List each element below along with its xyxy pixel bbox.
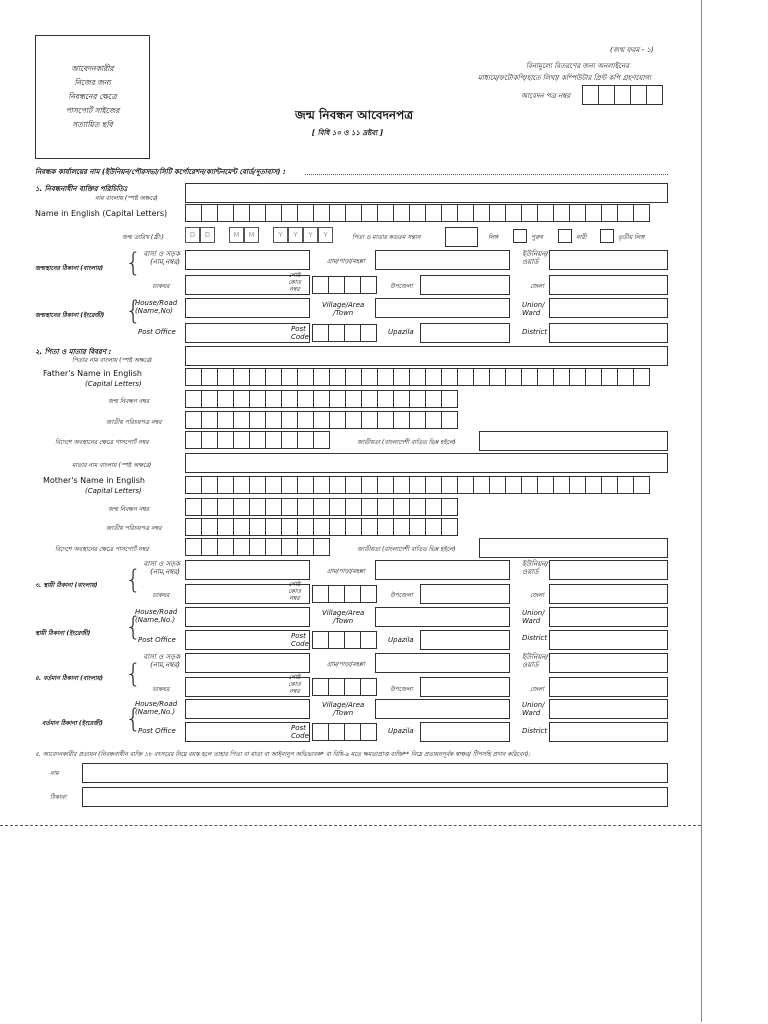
- district-bn-label: জেলা: [530, 686, 545, 693]
- post-office-en-label: Post Office: [138, 328, 176, 336]
- birthplace-union-bn[interactable]: [549, 250, 668, 270]
- brace-icon: {: [125, 659, 142, 689]
- post-code-en-label: Post Code: [291, 325, 309, 341]
- name-en-cells[interactable]: [185, 204, 650, 222]
- permanent-village-en[interactable]: [375, 607, 510, 627]
- post-office-bn-label: ডাকঘর: [152, 686, 170, 693]
- district-bn-label: জেলা: [530, 592, 545, 599]
- post-office-bn-label: ডাকঘর: [152, 592, 170, 599]
- father-en-label: Father's Name in English: [43, 369, 142, 378]
- third-gender-checkbox[interactable]: [600, 229, 614, 243]
- district-en-label: District: [522, 328, 548, 336]
- office-line[interactable]: [305, 174, 668, 175]
- father-nationality-field[interactable]: [479, 431, 668, 451]
- post-office-en-label: Post Office: [138, 727, 176, 735]
- house-en-label: House/Road (Name,No.): [135, 608, 178, 624]
- third-gender-label: তৃতীয় লিঙ্গ: [618, 234, 645, 241]
- permanent-upazila-bn[interactable]: [420, 584, 510, 604]
- union-bn-label: ইউনিয়ন/ ওয়ার্ড: [522, 250, 548, 266]
- s2-heading: ২. পিতা ও মাতার বিবরণ :: [35, 348, 112, 356]
- birthplace-district-en[interactable]: [549, 323, 668, 343]
- union-bn-label: ইউনিয়ন/ ওয়ার্ড: [522, 560, 548, 576]
- present-upazila-en[interactable]: [420, 722, 510, 742]
- brace-icon: {: [125, 565, 142, 595]
- brace-icon: {: [125, 612, 142, 642]
- permanent-district-bn[interactable]: [549, 584, 668, 604]
- dob-year-2[interactable]: Y: [288, 227, 303, 243]
- present-district-bn[interactable]: [549, 677, 668, 697]
- permanent-house-bn[interactable]: [185, 560, 310, 580]
- child-order-field[interactable]: [445, 227, 478, 247]
- office-label: নিবন্ধক কার্যালয়ের নাম (ইউনিয়ন/পৌরসভা/সিটি কর্পোরেশন/ক্যান্টনমেন্ট বোর্ড/দূতাবাস) :: [35, 168, 286, 176]
- photo-box[interactable]: আবেদনকারীর নিজের জন্য নিবন্ধনের ক্ষেত্রে পাসপোর্ট সাইজের সত্যায়িত ছবি: [35, 35, 150, 159]
- house-bn-label: বাসা ও সড়ক (নাম,নম্বর): [143, 653, 180, 669]
- permanent-house-en[interactable]: [185, 607, 310, 627]
- mother-passport-label: বিদেশে অবস্থানের ক্ষেত্রে পাসপোর্ট নম্বর: [55, 546, 149, 553]
- dob-day-1[interactable]: D: [185, 227, 200, 243]
- father-nationality-label: জাতীয়তা (বাংলাদেশী ব্যতিত ভিন্ন হইলে): [357, 439, 456, 446]
- dob-year-4[interactable]: Y: [318, 227, 333, 243]
- mother-bn-field[interactable]: [185, 453, 668, 473]
- father-bn-label: পিতার নাম বাংলায় (স্পষ্ট অক্ষরে): [72, 357, 152, 364]
- father-en-cells[interactable]: [185, 368, 650, 386]
- village-en-label: Village/Area /Town: [322, 301, 365, 317]
- post-code-en-label: Post Code: [291, 724, 309, 740]
- dob-month-1[interactable]: M: [229, 227, 244, 243]
- mother-en-label: Mother's Name in English: [43, 476, 145, 485]
- birthplace-village-en[interactable]: [375, 298, 510, 318]
- application-number-label: আবেদন পত্র নম্বর: [521, 92, 571, 100]
- upazila-bn-label: উপজেলা: [390, 592, 413, 599]
- permanent-district-en[interactable]: [549, 630, 668, 650]
- post-code-bn-label: পোষ্ট কোড নম্বর: [288, 272, 301, 293]
- dob-day-2[interactable]: D: [200, 227, 215, 243]
- father-birthreg-label: জন্ম নিবন্ধন নম্বর: [108, 398, 150, 405]
- birthplace-village-bn[interactable]: [375, 250, 510, 270]
- dob-year-1[interactable]: Y: [273, 227, 288, 243]
- birthplace-postcode-en[interactable]: [312, 324, 377, 342]
- mother-en-cells[interactable]: [185, 476, 650, 494]
- present-house-en[interactable]: [185, 699, 310, 719]
- present-postcode-en[interactable]: [312, 723, 377, 741]
- present-house-bn[interactable]: [185, 653, 310, 673]
- male-checkbox[interactable]: [513, 229, 527, 243]
- house-en-label: House/Road (Name,No): [135, 299, 178, 315]
- s5-heading: ৫. আবেদনকারীর প্রত্যয়ন (নিবন্ধনাধীন ব্যক্তি ১৮ বৎসরের নিম্নে বয়স্ক হলে তাহার পিতা বা মাতা বা আইনানুগ অভিভাবক* বা বিধি-৯ মতে ক্ষমতাপ্রাপ্ত ব্যক্তি** নিম্নে প্রত্যয়নপূর্বক স্বাক্ষর/ টিপসহি প্রদান করিবেন):: [35, 751, 531, 758]
- application-number-cells[interactable]: [582, 85, 663, 105]
- union-en-label: Union/ Ward: [522, 301, 545, 317]
- union-en-label: Union/ Ward: [522, 701, 545, 717]
- brace-icon: {: [125, 248, 142, 278]
- applicant-name-field[interactable]: [82, 763, 668, 783]
- mother-nationality-field[interactable]: [479, 538, 668, 558]
- mother-birthreg-label: জন্ম নিবন্ধন নম্বর: [108, 506, 150, 513]
- dob-cells[interactable]: [185, 227, 333, 243]
- birthplace-postcode-bn[interactable]: [312, 276, 377, 294]
- female-label: নারী: [576, 234, 587, 241]
- present-upazila-bn[interactable]: [420, 677, 510, 697]
- father-capital-label: (Capital Letters): [85, 380, 142, 388]
- form-number: (জন্ম ফরম - ১): [610, 46, 654, 54]
- upazila-en-label: Upazila: [388, 636, 414, 644]
- dob-month-2[interactable]: M: [244, 227, 259, 243]
- mother-nid-cells[interactable]: [185, 518, 458, 536]
- father-nid-cells[interactable]: [185, 411, 458, 429]
- upazila-bn-label: উপজেলা: [390, 686, 413, 693]
- applicant-address-field[interactable]: [82, 787, 668, 807]
- dob-label: জন্ম তারিখ (খ্রী:): [122, 234, 164, 241]
- child-order-label: পিতা ও মাতার কততম সন্তান: [352, 234, 421, 241]
- village-en-label: Village/Area /Town: [322, 701, 365, 717]
- union-bn-label: ইউনিয়ন/ ওয়ার্ড: [522, 653, 548, 669]
- permanent-village-bn[interactable]: [375, 560, 510, 580]
- permanent-bn-label: ৩. স্থায়ী ঠিকানা (বাংলায়): [35, 582, 98, 589]
- applicant-address-label: ঠিকানা: [50, 794, 67, 801]
- permanent-union-en[interactable]: [549, 607, 668, 627]
- upazila-en-label: Upazila: [388, 328, 414, 336]
- district-en-label: District: [522, 727, 548, 735]
- present-district-en[interactable]: [549, 722, 668, 742]
- cut-line: [0, 825, 701, 826]
- top-note-2: মাধ্যমে/ফটোকপি/হাতে লিখা/ কম্পিউটার প্রিন্ট কপি গ্রহণযোগ্য: [478, 74, 652, 82]
- male-label: পুরুষ: [531, 234, 543, 241]
- permanent-en-label: স্থায়ী ঠিকানা (ইংরেজী): [35, 630, 91, 637]
- present-union-en[interactable]: [549, 699, 668, 719]
- district-bn-label: জেলা: [530, 283, 545, 290]
- birthplace-house-en[interactable]: [185, 298, 310, 318]
- birthplace-union-en[interactable]: [549, 298, 668, 318]
- birthplace-district-bn[interactable]: [549, 275, 668, 295]
- page-subtitle: [ বিধি ১০ ও ১১ দ্রষ্টব্য ]: [312, 129, 383, 137]
- post-office-bn-label: ডাকঘর: [152, 283, 170, 290]
- permanent-upazila-en[interactable]: [420, 630, 510, 650]
- name-bn-label: নাম বাংলায় (স্পষ্ট অক্ষরে): [95, 195, 158, 202]
- present-union-bn[interactable]: [549, 653, 668, 673]
- house-bn-label: বাসা ও সড়ক (নাম,নম্বর): [143, 250, 180, 266]
- top-note-1: বিনামূল্যে বিতরণের জন্য অনলাইনের: [526, 62, 630, 70]
- birthplace-house-bn[interactable]: [185, 250, 310, 270]
- name-en-label: Name in English (Capital Letters): [35, 209, 168, 218]
- post-code-en-label: Post Code: [291, 632, 309, 648]
- brace-icon: {: [125, 704, 142, 734]
- dob-year-3[interactable]: Y: [303, 227, 318, 243]
- brace-icon: {: [125, 296, 142, 326]
- village-bn-label: গ্রাম/পাড়া/মহল্লা: [327, 568, 365, 575]
- father-birthreg-cells[interactable]: [185, 390, 458, 408]
- father-bn-field[interactable]: [185, 346, 668, 366]
- father-passport-label: বিদেশে অবস্থানের ক্ষেত্রে পাসপোর্ট নম্বর: [55, 439, 149, 446]
- union-en-label: Union/ Ward: [522, 609, 545, 625]
- father-nid-label: জাতীয় পরিচয়পত্র নম্বর: [106, 419, 162, 426]
- mother-capital-label: (Capital Letters): [85, 487, 142, 495]
- gender-label: লিঙ্গ: [488, 234, 499, 241]
- post-code-bn-label: পোষ্ট কোড নম্বর: [288, 581, 301, 602]
- post-code-bn-label: পোষ্ট কোড নম্বর: [288, 674, 301, 695]
- upazila-en-label: Upazila: [388, 727, 414, 735]
- post-office-en-label: Post Office: [138, 636, 176, 644]
- birthplace-bn-label: জন্মস্থানের ঠিকানা (বাংলায়): [35, 265, 104, 272]
- house-bn-label: বাসা ও সড়ক (নাম,নম্বর): [143, 560, 180, 576]
- permanent-postcode-bn[interactable]: [312, 585, 377, 603]
- district-en-label: District: [522, 634, 548, 642]
- birthplace-upazila-en[interactable]: [420, 323, 510, 343]
- permanent-union-bn[interactable]: [549, 560, 668, 580]
- present-bn-label: ৪. বর্তমান ঠিকানা (বাংলায়): [35, 675, 104, 682]
- mother-birthreg-cells[interactable]: [185, 498, 458, 516]
- present-postcode-bn[interactable]: [312, 678, 377, 696]
- mother-passport-cells[interactable]: [185, 538, 330, 556]
- name-bn-field[interactable]: [185, 183, 668, 203]
- present-en-label: বর্তমান ঠিকানা (ইংরেজী): [42, 720, 103, 727]
- page-title: জন্ম নিবন্ধন আবেদনপত্র: [295, 108, 414, 122]
- s1-heading: ১. নিবন্ধনাধীন ব্যক্তির পরিচিতিঃ: [35, 185, 128, 193]
- present-village-en[interactable]: [375, 699, 510, 719]
- house-en-label: House/Road (Name,No.): [135, 700, 178, 716]
- father-passport-cells[interactable]: [185, 431, 330, 449]
- mother-nationality-label: জাতীয়তা (বাংলাদেশী ব্যতিত ভিন্ন হইলে): [357, 546, 456, 553]
- permanent-postcode-en[interactable]: [312, 631, 377, 649]
- mother-bn-label: মাতার নাম বাংলায় (স্পষ্ট অক্ষরে): [72, 462, 152, 469]
- mother-nid-label: জাতীয় পরিচয়পত্র নম্বর: [106, 525, 162, 532]
- applicant-name-label: নাম: [50, 770, 59, 777]
- present-village-bn[interactable]: [375, 653, 510, 673]
- village-bn-label: গ্রাম/পাড়া/মহল্লা: [327, 661, 365, 668]
- upazila-bn-label: উপজেলা: [390, 283, 413, 290]
- female-checkbox[interactable]: [558, 229, 572, 243]
- birthplace-en-label: জন্মস্থানের ঠিকানা (ইংরেজী): [35, 312, 105, 319]
- birthplace-upazila-bn[interactable]: [420, 275, 510, 295]
- village-bn-label: গ্রাম/পাড়া/মহল্লা: [327, 258, 365, 265]
- village-en-label: Village/Area /Town: [322, 609, 365, 625]
